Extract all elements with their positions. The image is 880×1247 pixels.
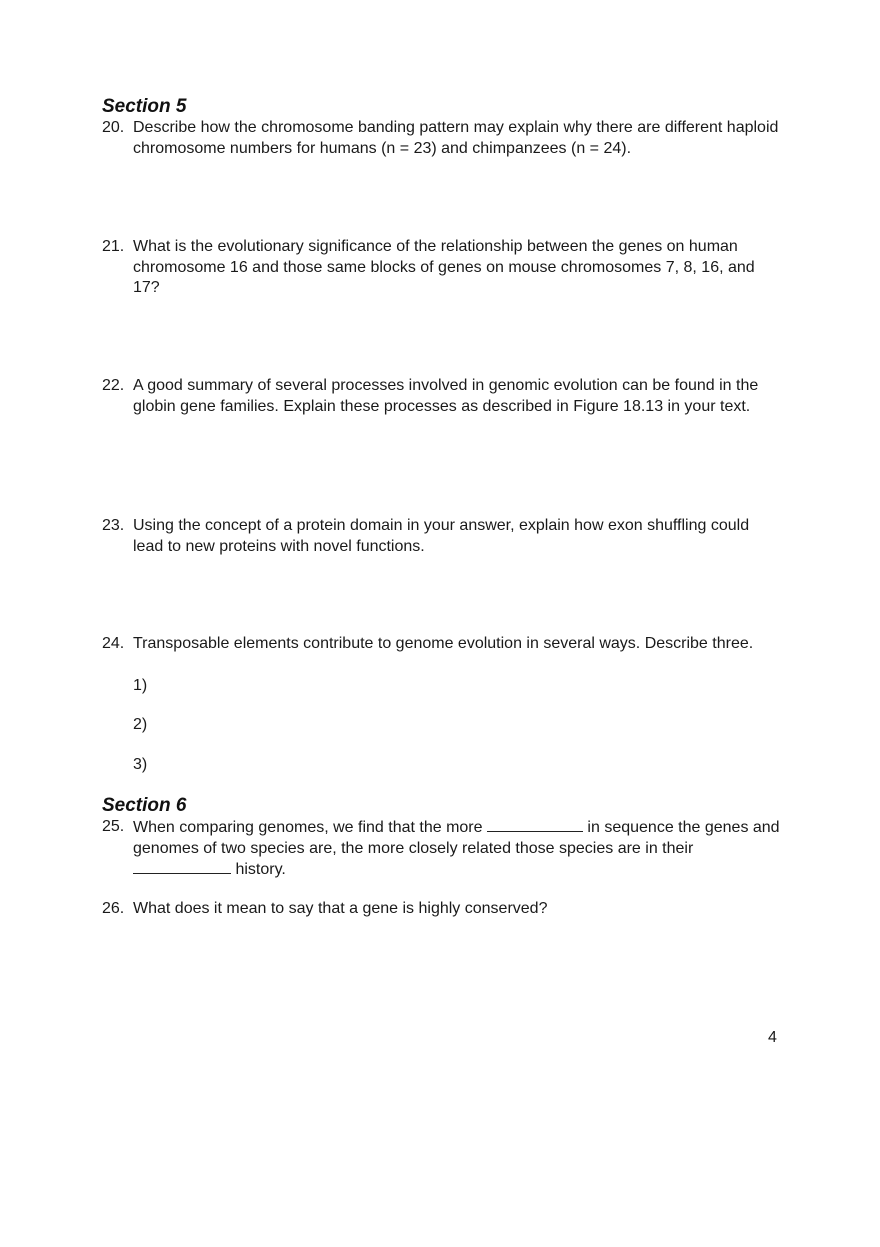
question-text: What does it mean to say that a gene is highly conserved? [133,900,548,917]
question-text [133,817,782,881]
question-number: 22. [102,377,125,394]
question-number: 20. [102,119,125,136]
question-26 [102,899,782,920]
question-21 [102,237,782,299]
question-number: 23. [102,517,125,534]
question-text: What is the evolutionary significance of the relationship between the genes on human chromosome 16 and those same blocks of genes on mouse chromosomes 7, 8, 16, and 17? [133,238,755,296]
question-22 [102,376,782,417]
answer-item-2: 2) [133,716,148,733]
page-number: 4 [768,1029,777,1046]
question-number: 26. [102,900,125,917]
question-text: Describe how the chromosome banding pattern may explain why there are different haploid chromosome numbers for humans (n = 23) and chimpanzees (n = 24). [133,119,779,157]
question-24 [102,634,782,655]
answer-item-3: 3) [133,756,148,773]
question-number: 21. [102,238,125,255]
question-text-part-2: in sequence the genes and genomes of two species are, the more closely related those species are in their [133,819,780,857]
question-20 [102,118,782,159]
question-text-part-1: When comparing genomes, we find that the more [133,819,483,836]
section-6-title: Section 6 [102,795,187,816]
question-25 [102,817,782,881]
answer-item-1: 1) [133,677,148,694]
question-text-part-3: history. [235,861,286,878]
question-number: 24. [102,635,125,652]
section-5-title: Section 5 [102,96,187,117]
question-text: A good summary of several processes involved in genomic evolution can be found in the globin gene families. Explain these processes as described in Figure 18.13 in your text. [133,377,759,415]
fill-in-blank-2[interactable] [133,859,231,874]
question-23 [102,516,782,557]
question-text: Transposable elements contribute to genome evolution in several ways. Describe three. [133,635,754,652]
question-text: Using the concept of a protein domain in your answer, explain how exon shuffling could lead to new proteins with novel functions. [133,517,750,555]
fill-in-blank-1[interactable] [487,817,583,832]
question-number: 25. [102,818,125,835]
